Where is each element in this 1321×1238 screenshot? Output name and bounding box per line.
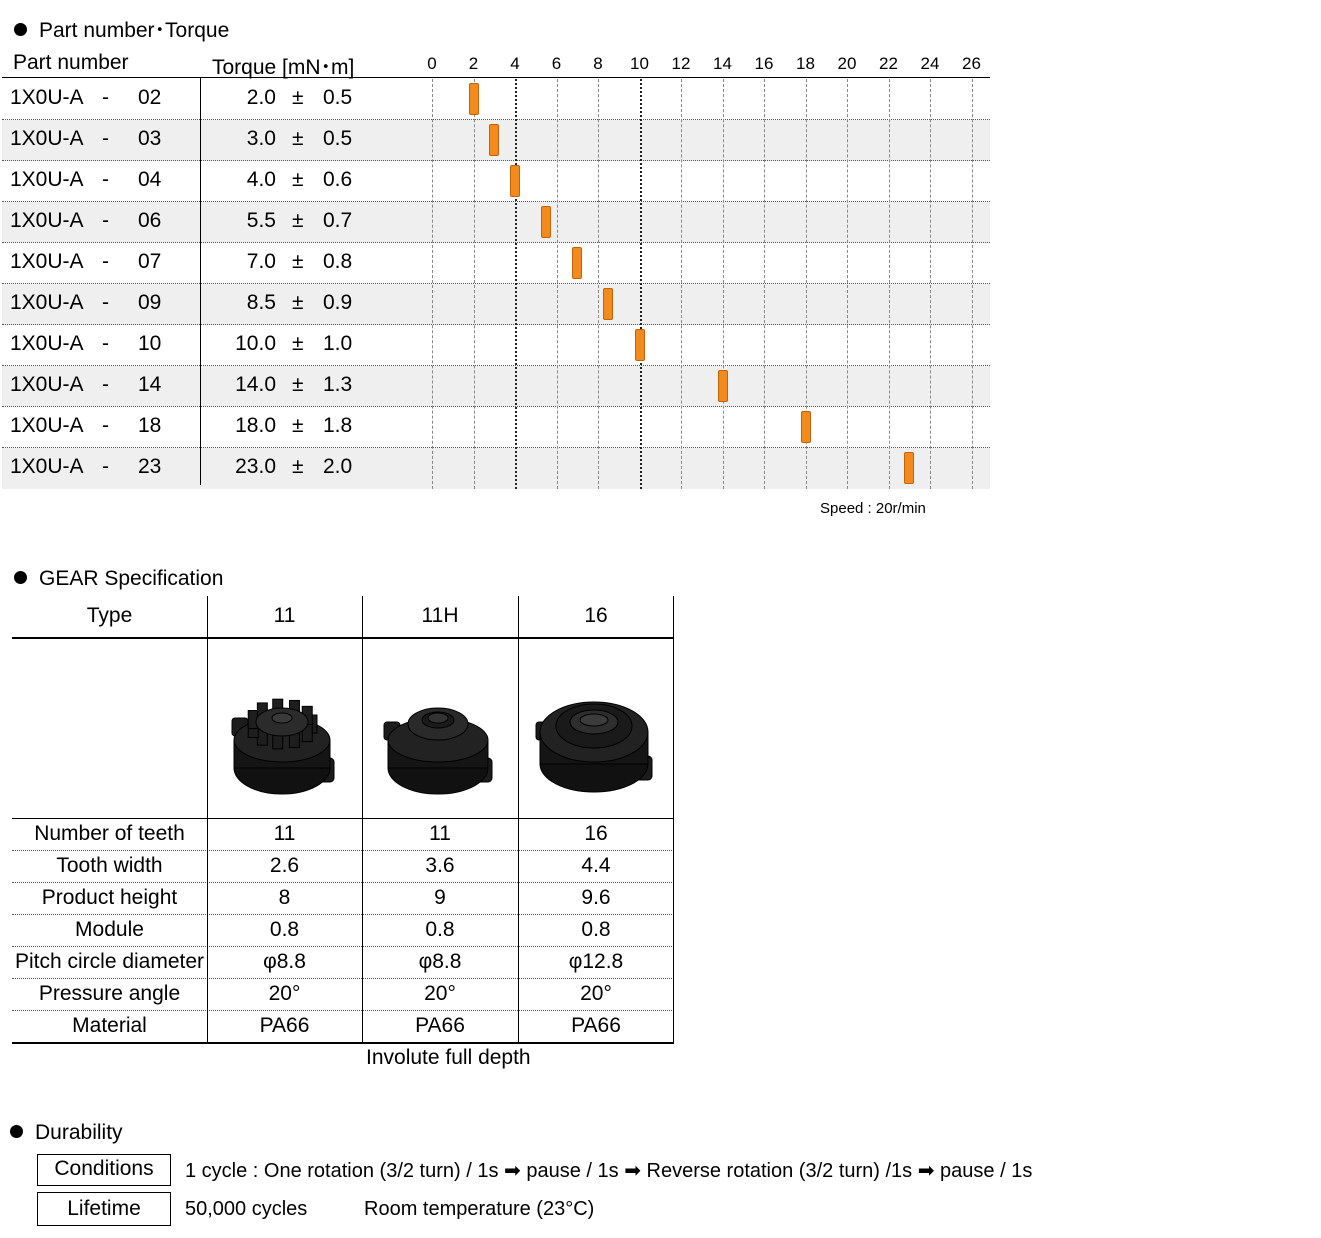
torque-tolerance: 0.9 [323,291,353,314]
part-prefix: 1X0U-A [10,455,84,478]
column-divider [200,77,201,485]
torque-value: 10.0 [235,332,276,355]
gear-row-value: 4.4 [581,854,611,877]
gear-col-divider-4 [673,596,674,1044]
table-row [2,448,990,489]
part-suffix: 10 [138,332,162,355]
speed-note: Speed : 20r/min [820,500,926,517]
part-suffix: 04 [138,168,162,191]
axis-tick-label: 18 [796,54,815,73]
gear-row-label: Material [72,1014,147,1037]
gear-row-label: Pitch circle diameter [14,950,205,973]
part-suffix: 09 [138,291,162,314]
axis-tick-label: 26 [962,54,981,73]
torque-marker [904,452,914,484]
gear-col-divider-2 [362,596,363,1044]
part-dash: - [102,373,109,396]
part-prefix: 1X0U-A [10,127,84,150]
gear-row-value: 2.6 [269,854,300,877]
part-dash: - [102,168,109,191]
gear-row-value: 0.8 [269,918,300,941]
torque-marker [489,124,499,156]
gear-row-value: PA66 [259,1014,310,1037]
table-row [2,161,990,202]
torque-marker [541,206,551,238]
gear-row-separator [12,978,674,979]
lifetime-note: Room temperature (23°C) [364,1198,595,1220]
grid-line [889,79,890,489]
torque-value: 14.0 [235,373,276,396]
durability-title-text: Durability [35,1121,123,1144]
gear-title-text: GEAR Specification [39,567,224,590]
grid-line [557,79,558,489]
plus-minus: ± [292,127,304,150]
grid-line [764,79,765,489]
table-row [2,407,990,448]
part-prefix: 1X0U-A [10,373,84,396]
gear-row-separator [12,946,674,947]
plus-minus: ± [292,373,304,396]
axis-tick-label: 10 [630,54,649,73]
axis-tick-label: 4 [510,54,520,73]
grid-line [847,79,848,489]
conditions-label: Conditions [37,1154,171,1186]
gear-type-11: 11 [273,604,296,627]
gear-spec-table [12,596,674,1044]
grid-line [474,79,475,489]
torque-value: 18.0 [235,414,276,437]
torque-value: 2.0 [246,86,276,109]
torque-table [0,46,992,488]
torque-marker [801,411,811,443]
part-prefix: 1X0U-A [10,291,84,314]
torque-value: 23.0 [235,455,276,478]
gear-row-label: Number of teeth [34,822,185,845]
part-dash: - [102,455,109,478]
torque-tolerance: 1.3 [323,373,353,396]
torque-marker [635,329,645,361]
part-suffix: 03 [138,127,162,150]
gear-image-rule [12,818,674,819]
conditions-text: 1 cycle : One rotation (3/2 turn) / 1s ➡ pause / 1s ➡ Reverse rotation (3/2 turn) /1s ➡ pause / 1s [185,1160,1033,1182]
torque-tolerance: 0.7 [323,209,353,232]
torque-title-text: Part number･Torque [39,19,230,42]
gear-row-value: PA66 [571,1014,621,1037]
table-row [2,79,990,120]
torque-value: 3.0 [246,127,276,150]
axis-tick-label: 0 [427,54,437,73]
plus-minus: ± [292,455,304,478]
gear-col-divider-1 [207,596,208,1044]
torque-tolerance: 0.8 [323,250,353,273]
part-suffix: 14 [138,373,162,396]
part-suffix: 06 [138,209,162,232]
torque-tolerance: 0.5 [323,127,353,150]
gear-row-value: 0.8 [581,918,611,941]
grid-line [432,79,433,489]
part-dash: - [102,414,109,437]
gear-row-separator [12,914,674,915]
grid-line [515,79,517,489]
torque-marker [469,83,479,115]
gear-footnote: Involute full depth [366,1046,531,1069]
torque-marker [572,247,582,279]
plus-minus: ± [292,209,304,232]
part-suffix: 23 [138,455,162,478]
table-row [2,202,990,243]
torque-value: 5.5 [246,209,276,232]
part-prefix: 1X0U-A [10,168,84,191]
grid-line [598,79,599,489]
gear-row-separator [12,1010,674,1011]
plus-minus: ± [292,332,304,355]
grid-line [640,79,642,489]
part-prefix: 1X0U-A [10,414,84,437]
axis-tick-label: 16 [754,54,774,73]
torque-marker [718,370,728,402]
gear-type-label: Type [86,604,133,627]
gear-col-divider-3 [518,596,519,1044]
torque-marker [510,165,520,197]
gear-11h-image [382,696,500,806]
gear-row-value: 3.6 [425,854,455,877]
grid-line [723,79,724,489]
plus-minus: ± [292,250,304,273]
gear-16-image [534,692,658,804]
gear-row-value: φ12.8 [568,950,624,973]
gear-row-value: PA66 [415,1014,465,1037]
gear-row-value: φ8.8 [263,950,306,973]
part-dash: - [102,291,109,314]
grid-line [972,79,973,489]
gear-row-value: 9 [434,886,446,909]
bullet-icon [14,23,27,36]
grid-line [681,79,682,489]
torque-tolerance: 1.8 [323,414,353,437]
gear-row-separator [12,882,674,883]
part-dash: - [102,127,109,150]
torque-section-title [14,18,229,44]
gear-row-label: Module [75,918,144,941]
axis-tick-label: 14 [713,54,732,73]
gear-row-value: φ8.8 [418,950,462,973]
axis-tick-label: 2 [468,54,479,73]
gear-header-rule [12,637,674,639]
part-prefix: 1X0U-A [10,332,84,355]
part-suffix: 02 [138,86,162,109]
torque-tolerance: 0.6 [323,168,353,191]
gear-row-value: 11 [273,822,296,845]
gear-row-label: Tooth width [56,854,163,877]
part-dash: - [102,332,109,355]
lifetime-label: Lifetime [37,1192,171,1226]
axis-tick-label: 24 [920,54,940,73]
torque-marker [603,288,613,320]
gear-11-image [230,696,342,806]
gear-type-16: 16 [584,604,608,627]
gear-row-label: Pressure angle [38,982,181,1005]
bullet-icon [14,571,27,584]
part-dash: - [102,209,109,232]
gear-row-separator [12,850,674,851]
torque-value: 7.0 [246,250,276,273]
axis-tick-label: 12 [671,54,691,73]
gear-type-11h: 11H [421,604,459,627]
part-suffix: 07 [138,250,162,273]
gear-row-value: 0.8 [425,918,455,941]
gear-bottom-rule [12,1042,674,1044]
gear-row-value: 9.6 [581,886,611,909]
header-rule [2,77,990,78]
plus-minus: ± [292,168,304,191]
gear-section-title [14,566,223,592]
part-prefix: 1X0U-A [10,86,84,109]
axis-tick-label: 8 [593,54,603,73]
gear-row-value: 11 [429,822,451,845]
table-row [2,366,990,407]
torque-value: 8.5 [246,291,276,314]
lifetime-value: 50,000 cycles [185,1198,308,1220]
gear-row-label: Product height [41,886,178,909]
torque-tolerance: 0.5 [323,86,353,109]
torque-tolerance: 1.0 [323,332,353,355]
table-row [2,243,990,284]
gear-row-value: 20° [424,982,456,1005]
bullet-icon [10,1125,23,1138]
part-dash: - [102,86,109,109]
gear-row-value: 8 [278,886,291,909]
col-header-torque: Torque [mN･m] [212,56,355,79]
plus-minus: ± [292,414,304,437]
axis-tick-label: 6 [551,54,562,73]
grid-line [930,79,931,489]
gear-row-value: 16 [584,822,608,845]
table-row [2,284,990,325]
axis-tick-label: 22 [879,54,898,73]
col-header-part-number: Part number [13,51,129,74]
part-prefix: 1X0U-A [10,209,84,232]
part-prefix: 1X0U-A [10,250,84,273]
part-dash: - [102,250,109,273]
part-suffix: 18 [138,414,162,437]
table-row [2,325,990,366]
durability-section-title [10,1120,123,1146]
axis-tick-label: 20 [837,54,857,73]
gear-row-value: 20° [580,982,612,1005]
torque-tolerance: 2.0 [323,455,353,478]
plus-minus: ± [292,86,304,109]
gear-row-value: 20° [268,982,301,1005]
plus-minus: ± [292,291,304,314]
torque-value: 4.0 [246,168,276,191]
